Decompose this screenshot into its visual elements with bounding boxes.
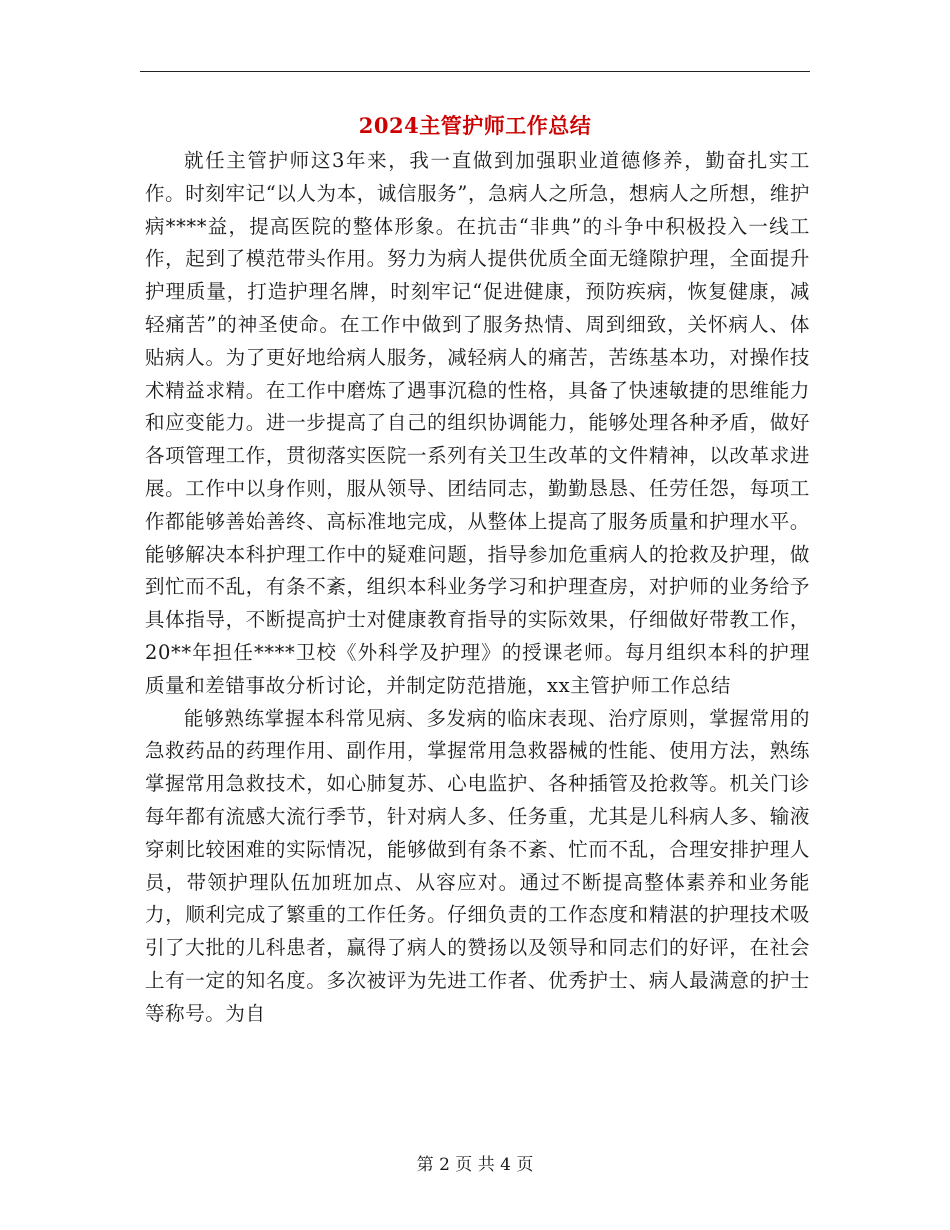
header-rule xyxy=(140,71,810,72)
paragraph-2: 能够熟练掌握本科常见病、多发病的临床表现、治疗原则，掌握常用的急救药品的药理作用、副作用，掌握常用急救器械的性能、使用方法，熟练掌握常用急救技术，如心肺复苏、心电监护、各种插管及抢救等。机关门诊每年都有流感大流行季节，针对病人多、任务重，尤其是儿科病人多、输液穿刺比较困难的实际情况，能够做到有条不紊、忙而不乱，合理安排护理人员，带领护理队伍加班加点、从容应对。通过不断提高整体素养和业务能力，顺利完成了繁重的工作任务。仔细负责的工作态度和精湛的护理技术吸引了大批的儿科患者，赢得了病人的赞扬以及领导和同志们的好评，在社会上有一定的知名度。多次被评为先进工作者、优秀护士、病人最满意的护士等称号。为自 xyxy=(145,706,810,1025)
paragraph-1: 就任主管护师这3年来，我一直做到加强职业道德修养，勤奋扎实工作。时刻牢记“以人为本，诚信服务”，急病人之所急，想病人之所想，维护病****益，提高医院的整体形象。在抗击“非典”的斗争中积极投入一线工作，起到了模范带头作用。努力为病人提供优质全面无缝隙护理，全面提升护理质量，打造护理名牌，时刻牢记“促进健康，预防疾病，恢复健康，减轻痛苦”的神圣使命。在工作中做到了服务热情、周到细致，关怀病人、体贴病人。为了更好地给病人服务，减轻病人的痛苦，苦练基本功，对操作技术精益求精。在工作中磨炼了遇事沉稳的性格，具备了快速敏捷的思维能力和应变能力。进一步提高了自己的组织协调能力，能够处理各种矛盾，做好各项管理工作，贯彻落实医院一系列有关卫生改革的文件精神，以改革求进展。工作中以身作则，服从领导、团结同志，勤勤恳恳、任劳任怨，每项工作都能够善始善终、高标准地完成，从整体上提高了服务质量和护理水平。能够解决本科护理工作中的疑难问题，指导参加危重病人的抢救及护理，做到忙而不乱，有条不紊，组织本科业务学习和护理查房，对护师的业务给予具体指导，不断提高护士对健康教育指导的实际效果，仔细做好带教工作，20**年担任****卫校《外科学及护理》的授课老师。每月组织本科的护理质量和差错事故分析讨论，并制定防范措施，xx主管护师工作总结 xyxy=(145,149,810,697)
document-title: 2024主管护师工作总结 xyxy=(358,113,592,138)
document-body xyxy=(145,145,810,1031)
page-number: 第 2 页 共 4 页 xyxy=(416,1155,534,1175)
